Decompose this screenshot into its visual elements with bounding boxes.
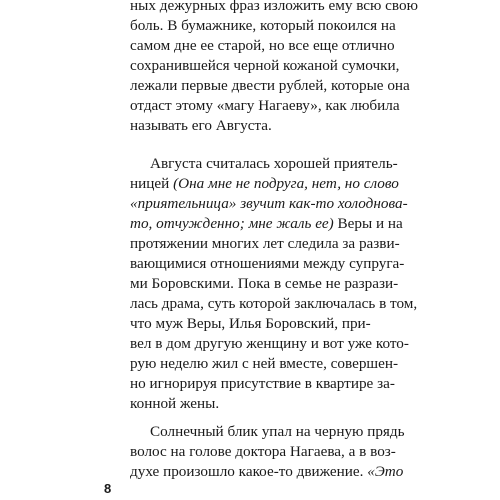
text-line: сохранившейся черной кожаной сумочки, [130,57,400,74]
text-line: Солнечный блик упал на черную прядь [150,423,405,440]
text-line: духе произошло какое-то движение. «Это [130,463,404,480]
text-line: что муж Веры, Илья Боровский, при- [130,315,371,332]
text-line: ми Боровскими. Пока в семье не разрази- [130,275,399,292]
text-line: рую неделю жил с ней вместе, совершен- [130,355,399,372]
text-line: ных дежурных фраз изложить ему всю свою [130,0,418,14]
text-line: но игнорируя присутствие в квартире за- [130,375,395,392]
text-line: боль. В бумажнике, который покоился на [130,17,396,34]
text-line: вел в дом другую женщину и вот уже кото- [130,335,409,352]
text-line: лась драма, суть которой заключалась в том, [130,295,418,312]
text-line: самом дне ее старой, но все еще отлично [130,37,395,54]
text-line: волос на голове доктора Нагаева, а в воз- [130,443,396,460]
text-line: Августа считалась хорошей приятель- [150,155,398,172]
text-line: лежали первые двести рублей, которые она [130,77,410,94]
page-number: 8 [104,481,112,496]
text-line: отдаст этому «магу Нагаеву», как любила [130,97,400,114]
text-line: ницей (Она мне не подруга, нет, но слово [130,175,399,192]
text-line: то, отчужденно; мне жаль ее) Веры и на [130,215,403,232]
text-line: «приятельница» звучит как-то холоднова- [130,195,408,212]
text-line: называть его Августа. [130,117,272,134]
text-line: вающимися отношениями между супруга- [130,255,405,272]
text-line: конной жены. [130,395,220,412]
text-line: протяжении многих лет следила за разви- [130,235,400,252]
